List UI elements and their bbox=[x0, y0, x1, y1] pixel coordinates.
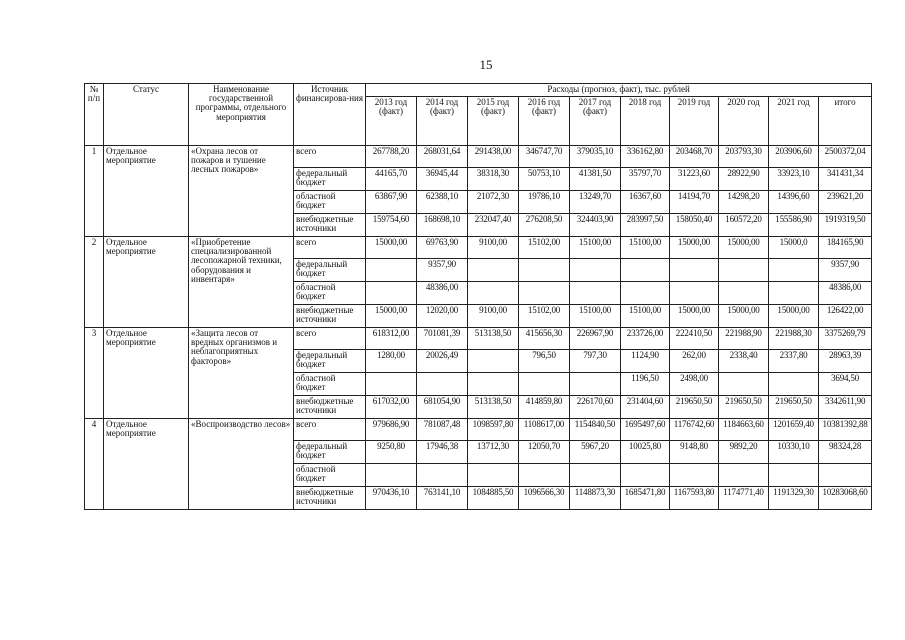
value-cell: 781087,48 bbox=[417, 419, 468, 441]
row-program-name: «Воспроизводство лесов» bbox=[189, 419, 294, 510]
value-cell: 1196,50 bbox=[621, 373, 670, 396]
header-name: Наименование государственной программы, отдельного мероприятия bbox=[189, 84, 294, 146]
row-number: 3 bbox=[85, 328, 104, 419]
value-cell: 268031,64 bbox=[417, 146, 468, 168]
value-cell: 291438,00 bbox=[468, 146, 519, 168]
row-status: Отдельное мероприятие bbox=[104, 237, 189, 328]
value-cell: 9357,90 bbox=[417, 259, 468, 282]
value-cell: 336162,80 bbox=[621, 146, 670, 168]
value-cell: 2338,40 bbox=[719, 350, 769, 373]
header-year: 2020 год bbox=[719, 97, 769, 146]
value-cell: 414859,80 bbox=[519, 396, 570, 419]
header-year: 2018 год bbox=[621, 97, 670, 146]
value-cell: 10330,10 bbox=[769, 441, 819, 464]
value-cell bbox=[621, 464, 670, 487]
value-cell: 15000,00 bbox=[670, 237, 719, 259]
value-cell: 15100,00 bbox=[621, 237, 670, 259]
value-cell bbox=[769, 373, 819, 396]
total-cell: 10283068,60 bbox=[819, 487, 872, 510]
value-cell: 1108617,00 bbox=[519, 419, 570, 441]
funding-source: всего bbox=[294, 237, 366, 259]
header-year: 2015 год (факт) bbox=[468, 97, 519, 146]
value-cell bbox=[621, 282, 670, 305]
row-program-name: «Охрана лесов от пожаров и тушение лесных пожаров» bbox=[189, 146, 294, 237]
value-cell: 13249,70 bbox=[570, 191, 621, 214]
value-cell: 14396,60 bbox=[769, 191, 819, 214]
value-cell: 41381,50 bbox=[570, 168, 621, 191]
value-cell bbox=[366, 373, 417, 396]
total-cell: 3342611,90 bbox=[819, 396, 872, 419]
value-cell: 203906,60 bbox=[769, 146, 819, 168]
value-cell bbox=[519, 373, 570, 396]
value-cell: 1124,90 bbox=[621, 350, 670, 373]
value-cell bbox=[570, 282, 621, 305]
row-status: Отдельное мероприятие bbox=[104, 146, 189, 237]
value-cell: 1280,00 bbox=[366, 350, 417, 373]
value-cell bbox=[670, 282, 719, 305]
value-cell: 203468,70 bbox=[670, 146, 719, 168]
value-cell: 15102,00 bbox=[519, 305, 570, 328]
value-cell: 15100,00 bbox=[570, 237, 621, 259]
funding-source: федеральный бюджет bbox=[294, 259, 366, 282]
value-cell: 62388,10 bbox=[417, 191, 468, 214]
total-cell: 98324,28 bbox=[819, 441, 872, 464]
value-cell: 221988,90 bbox=[719, 328, 769, 350]
value-cell: 231404,60 bbox=[621, 396, 670, 419]
funding-source: федеральный бюджет bbox=[294, 168, 366, 191]
value-cell: 160572,20 bbox=[719, 214, 769, 237]
value-cell: 379035,10 bbox=[570, 146, 621, 168]
value-cell bbox=[719, 259, 769, 282]
value-cell: 17946,38 bbox=[417, 441, 468, 464]
value-cell: 262,00 bbox=[670, 350, 719, 373]
value-cell: 9100,00 bbox=[468, 305, 519, 328]
value-cell: 1191329,30 bbox=[769, 487, 819, 510]
value-cell: 12050,70 bbox=[519, 441, 570, 464]
value-cell: 15000,00 bbox=[670, 305, 719, 328]
total-cell: 341431,34 bbox=[819, 168, 872, 191]
value-cell: 203793,30 bbox=[719, 146, 769, 168]
value-cell: 19786,10 bbox=[519, 191, 570, 214]
value-cell bbox=[570, 373, 621, 396]
value-cell: 33923,10 bbox=[769, 168, 819, 191]
total-cell: 1919319,50 bbox=[819, 214, 872, 237]
value-cell: 797,30 bbox=[570, 350, 621, 373]
funding-source: областной бюджет bbox=[294, 373, 366, 396]
value-cell: 38318,30 bbox=[468, 168, 519, 191]
value-cell: 267788,20 bbox=[366, 146, 417, 168]
table-row bbox=[85, 419, 872, 441]
total-cell: 126422,00 bbox=[819, 305, 872, 328]
value-cell: 1176742,60 bbox=[670, 419, 719, 441]
value-cell: 1695497,60 bbox=[621, 419, 670, 441]
value-cell: 16367,60 bbox=[621, 191, 670, 214]
value-cell: 15000,00 bbox=[719, 237, 769, 259]
funding-source: федеральный бюджет bbox=[294, 350, 366, 373]
value-cell: 222410,50 bbox=[670, 328, 719, 350]
value-cell bbox=[719, 282, 769, 305]
value-cell: 48386,00 bbox=[417, 282, 468, 305]
value-cell: 9148,80 bbox=[670, 441, 719, 464]
row-program-name: «Приобретение специализированной лесопожарной техники, оборудования и инвентаря» bbox=[189, 237, 294, 328]
value-cell bbox=[769, 282, 819, 305]
value-cell bbox=[468, 259, 519, 282]
total-cell: 3375269,79 bbox=[819, 328, 872, 350]
value-cell: 12020,00 bbox=[417, 305, 468, 328]
value-cell: 28922,90 bbox=[719, 168, 769, 191]
value-cell: 15000,00 bbox=[769, 305, 819, 328]
header-year: 2017 год (факт) bbox=[570, 97, 621, 146]
value-cell: 513138,50 bbox=[468, 328, 519, 350]
value-cell: 415656,30 bbox=[519, 328, 570, 350]
value-cell: 226967,90 bbox=[570, 328, 621, 350]
value-cell: 219650,50 bbox=[670, 396, 719, 419]
value-cell: 1096566,30 bbox=[519, 487, 570, 510]
value-cell: 14194,70 bbox=[670, 191, 719, 214]
value-cell: 15000,0 bbox=[769, 237, 819, 259]
value-cell: 513138,50 bbox=[468, 396, 519, 419]
value-cell bbox=[366, 259, 417, 282]
total-cell: 9357,90 bbox=[819, 259, 872, 282]
funding-source: всего bbox=[294, 419, 366, 441]
table-row bbox=[85, 146, 872, 168]
value-cell: 31223,60 bbox=[670, 168, 719, 191]
value-cell: 13712,30 bbox=[468, 441, 519, 464]
value-cell: 15000,00 bbox=[719, 305, 769, 328]
value-cell bbox=[519, 282, 570, 305]
value-cell bbox=[621, 259, 670, 282]
row-number: 1 bbox=[85, 146, 104, 237]
value-cell: 970436,10 bbox=[366, 487, 417, 510]
value-cell: 763141,10 bbox=[417, 487, 468, 510]
header-year: 2019 год bbox=[670, 97, 719, 146]
value-cell: 232047,40 bbox=[468, 214, 519, 237]
header-year: 2014 год (факт) bbox=[417, 97, 468, 146]
value-cell bbox=[366, 464, 417, 487]
funding-source: внебюджетные источники bbox=[294, 305, 366, 328]
header-source: Источник финансирова-ния bbox=[294, 84, 366, 146]
value-cell: 15000,00 bbox=[366, 237, 417, 259]
value-cell bbox=[719, 464, 769, 487]
row-number: 4 bbox=[85, 419, 104, 510]
table-row bbox=[85, 237, 872, 259]
value-cell: 221988,30 bbox=[769, 328, 819, 350]
value-cell: 701081,39 bbox=[417, 328, 468, 350]
value-cell bbox=[670, 464, 719, 487]
value-cell: 15100,00 bbox=[621, 305, 670, 328]
value-cell: 276208,50 bbox=[519, 214, 570, 237]
value-cell bbox=[670, 259, 719, 282]
funding-source: областной бюджет bbox=[294, 282, 366, 305]
value-cell: 14298,20 bbox=[719, 191, 769, 214]
total-cell: 184165,90 bbox=[819, 237, 872, 259]
header-total: итого bbox=[819, 97, 872, 146]
value-cell bbox=[570, 259, 621, 282]
value-cell: 63867,90 bbox=[366, 191, 417, 214]
value-cell: 1148873,30 bbox=[570, 487, 621, 510]
funding-source: областной бюджет bbox=[294, 464, 366, 487]
value-cell: 15100,00 bbox=[570, 305, 621, 328]
value-cell: 9250,80 bbox=[366, 441, 417, 464]
value-cell: 1174771,40 bbox=[719, 487, 769, 510]
value-cell: 36945,44 bbox=[417, 168, 468, 191]
value-cell: 1184663,60 bbox=[719, 419, 769, 441]
value-cell bbox=[417, 373, 468, 396]
value-cell: 5967,20 bbox=[570, 441, 621, 464]
header-num: № п/п bbox=[85, 84, 104, 146]
value-cell: 159754,60 bbox=[366, 214, 417, 237]
value-cell bbox=[769, 464, 819, 487]
funding-source: внебюджетные источники bbox=[294, 487, 366, 510]
table-row bbox=[85, 328, 872, 350]
value-cell: 1098597,80 bbox=[468, 419, 519, 441]
row-status: Отдельное мероприятие bbox=[104, 328, 189, 419]
value-cell: 618312,00 bbox=[366, 328, 417, 350]
value-cell: 15102,00 bbox=[519, 237, 570, 259]
total-cell: 3694,50 bbox=[819, 373, 872, 396]
value-cell: 1167593,80 bbox=[670, 487, 719, 510]
value-cell: 50753,10 bbox=[519, 168, 570, 191]
value-cell: 155586,90 bbox=[769, 214, 819, 237]
total-cell: 48386,00 bbox=[819, 282, 872, 305]
value-cell bbox=[719, 373, 769, 396]
value-cell: 617032,00 bbox=[366, 396, 417, 419]
value-cell: 158050,40 bbox=[670, 214, 719, 237]
total-cell bbox=[819, 464, 872, 487]
value-cell: 69763,90 bbox=[417, 237, 468, 259]
header-year: 2021 год bbox=[769, 97, 819, 146]
value-cell bbox=[570, 464, 621, 487]
value-cell: 219650,50 bbox=[719, 396, 769, 419]
expenses-table bbox=[84, 83, 872, 510]
funding-source: внебюджетные источники bbox=[294, 214, 366, 237]
header-year: 2013 год (факт) bbox=[366, 97, 417, 146]
value-cell: 219650,50 bbox=[769, 396, 819, 419]
value-cell: 35797,70 bbox=[621, 168, 670, 191]
value-cell: 15000,00 bbox=[366, 305, 417, 328]
value-cell: 1084885,50 bbox=[468, 487, 519, 510]
funding-source: всего bbox=[294, 146, 366, 168]
total-cell: 2500372,04 bbox=[819, 146, 872, 168]
value-cell: 9100,00 bbox=[468, 237, 519, 259]
value-cell: 233726,00 bbox=[621, 328, 670, 350]
total-cell: 10381392,88 bbox=[819, 419, 872, 441]
value-cell: 324403,90 bbox=[570, 214, 621, 237]
value-cell: 20026,49 bbox=[417, 350, 468, 373]
value-cell bbox=[468, 282, 519, 305]
value-cell: 979686,90 bbox=[366, 419, 417, 441]
total-cell: 28963,39 bbox=[819, 350, 872, 373]
row-status: Отдельное мероприятие bbox=[104, 419, 189, 510]
value-cell: 9892,20 bbox=[719, 441, 769, 464]
value-cell: 21072,30 bbox=[468, 191, 519, 214]
header-status: Статус bbox=[104, 84, 189, 146]
header-year: 2016 год (факт) bbox=[519, 97, 570, 146]
value-cell: 1154840,50 bbox=[570, 419, 621, 441]
funding-source: внебюджетные источники bbox=[294, 396, 366, 419]
value-cell: 168698,10 bbox=[417, 214, 468, 237]
value-cell bbox=[468, 373, 519, 396]
header-row-1 bbox=[85, 84, 872, 97]
value-cell bbox=[366, 282, 417, 305]
value-cell: 1685471,80 bbox=[621, 487, 670, 510]
row-program-name: «Защита лесов от вредных организмов и неблагоприятных факторов» bbox=[189, 328, 294, 419]
page-number: 15 bbox=[479, 57, 493, 72]
value-cell: 681054,90 bbox=[417, 396, 468, 419]
funding-source: всего bbox=[294, 328, 366, 350]
total-cell: 239621,20 bbox=[819, 191, 872, 214]
value-cell bbox=[468, 464, 519, 487]
value-cell: 283997,50 bbox=[621, 214, 670, 237]
header-expenses: Расходы (прогноз, факт), тыс. рублей bbox=[366, 84, 872, 97]
value-cell: 44165,70 bbox=[366, 168, 417, 191]
value-cell bbox=[519, 464, 570, 487]
funding-source: областной бюджет bbox=[294, 191, 366, 214]
value-cell: 2498,00 bbox=[670, 373, 719, 396]
value-cell: 796,50 bbox=[519, 350, 570, 373]
value-cell bbox=[769, 259, 819, 282]
value-cell bbox=[417, 464, 468, 487]
value-cell: 226170,60 bbox=[570, 396, 621, 419]
row-number: 2 bbox=[85, 237, 104, 328]
value-cell: 1201659,40 bbox=[769, 419, 819, 441]
funding-source: федеральный бюджет bbox=[294, 441, 366, 464]
value-cell: 346747,70 bbox=[519, 146, 570, 168]
value-cell: 10025,80 bbox=[621, 441, 670, 464]
value-cell bbox=[468, 350, 519, 373]
value-cell bbox=[519, 259, 570, 282]
value-cell: 2337,80 bbox=[769, 350, 819, 373]
